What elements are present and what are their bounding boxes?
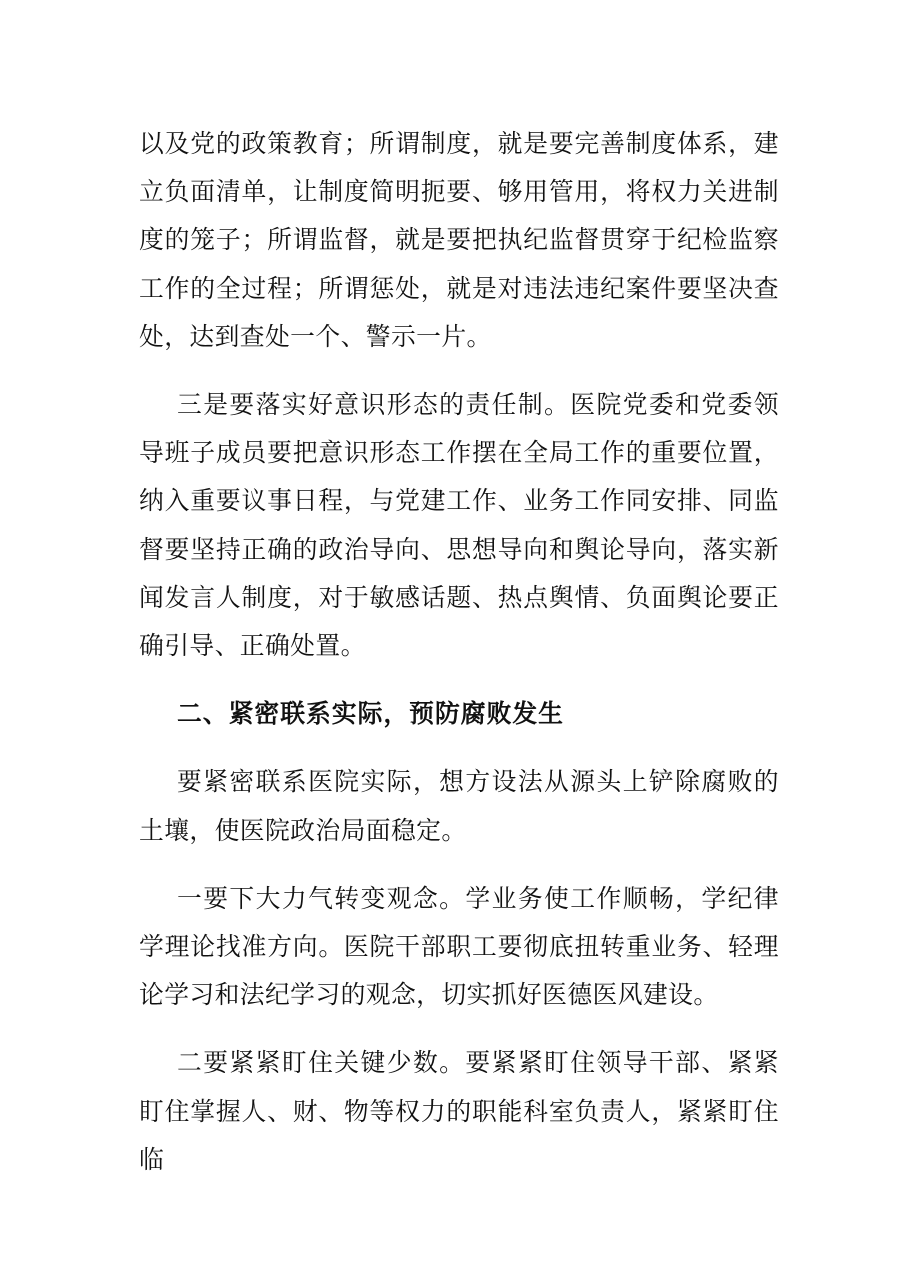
paragraph-change-mindset: 一要下大力气转变观念。学业务使工作顺畅，学纪律学理论找准方向。医院干部职工要彻底扭转重业务、轻理论学习和法纪学习的观念，切实抓好医德医风建设。: [139, 883, 779, 1010]
document-body: [139, 120, 779, 1204]
paragraph-policy-education: 以及党的政策教育；所谓制度，就是要完善制度体系，建立负面清单，让制度简明扼要、够用管用，将权力关进制度的笼子；所谓监督，就是要把执纪监督贯穿于纪检监察工作的全过程；所谓惩处，就是对违法违纪案件要坚决查处，达到查处一个、警示一片。: [139, 129, 779, 351]
paragraph-ideology-responsibility: 三是要落实好意识形态的责任制。医院党委和党委领导班子成员要把意识形态工作摆在全局工作的重要位置，纳入重要议事日程，与党建工作、业务工作同安排、同监督要坚持正确的政治导向、思想导向和舆论导向，落实新闻发言人制度，对于敏感话题、热点舆情、负面舆论要正确引导、正确处置。: [139, 390, 779, 661]
paragraph-hospital-reality: 要紧密联系医院实际，想方设法从源头上铲除腐败的土壤，使医院政治局面稳定。: [139, 767, 779, 845]
section-heading-prevent-corruption: 二、紧密联系实际，预防腐败发生: [177, 699, 564, 729]
paragraph-key-minority: 二要紧紧盯住关键少数。要紧紧盯住领导干部、紧紧盯住掌握人、财、物等权力的职能科室负责人，紧紧盯住临: [139, 1048, 779, 1174]
